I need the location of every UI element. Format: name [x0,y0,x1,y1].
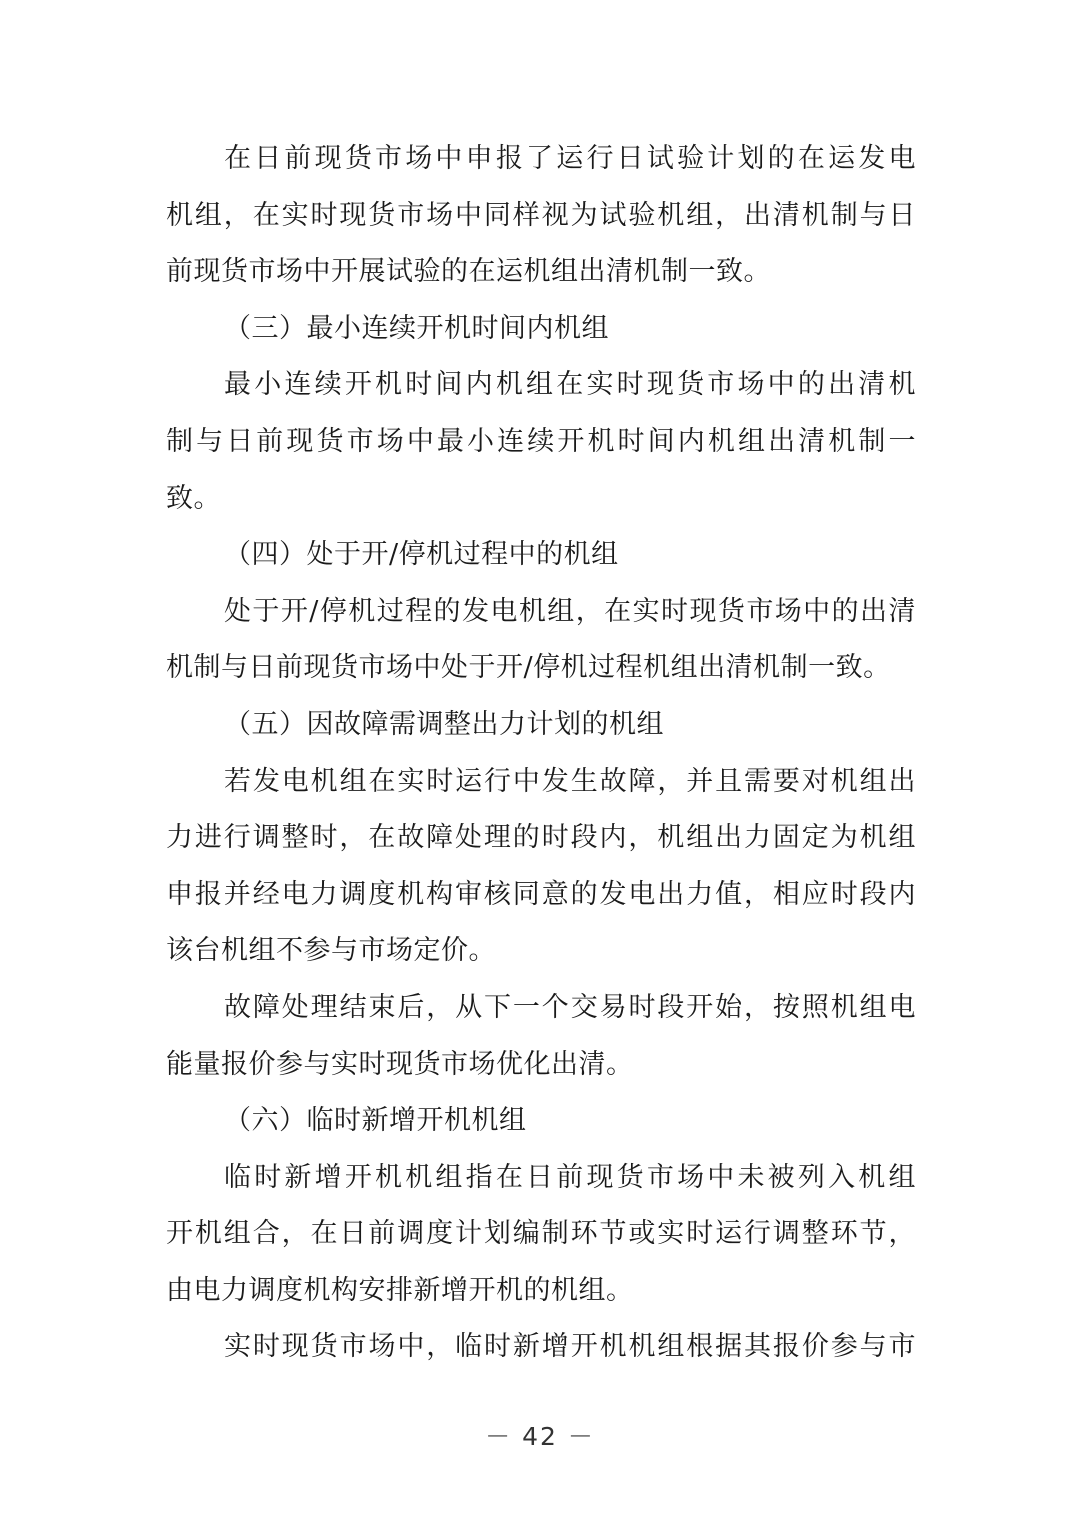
paragraph-line: 力进行调整时，在故障处理的时段内，机组出力固定为机组 [166,822,916,854]
paragraph-line: 临时新增开机机组指在日前现货市场中未被列入机组 [224,1161,916,1193]
page-number: － 42 － [485,1422,595,1451]
paragraph-line: 申报并经电力调度机构审核同意的发电出力值，相应时段内 [166,878,916,910]
section-heading: （六）临时新增开机机组 [224,1105,527,1137]
paragraph-line: 在日前现货市场中申报了运行日试验计划的在运发电 [224,143,916,174]
paragraph-line: 若发电机组在实时运行中发生故障，并且需要对机组出 [224,765,916,797]
paragraph-line: 前现货市场中开展试验的在运机组出清机制一致。 [166,256,771,288]
document-body [166,131,916,1376]
paragraph-line: 制与日前现货市场中最小连续开机时间内机组出清机制一 [166,425,916,457]
paragraph-line: 机组，在实时现货市场中同样视为试验机组，出清机制与日 [166,199,916,231]
section-heading: （四）处于开/停机过程中的机组 [224,539,619,571]
paragraph-line: 处于开/停机过程的发电机组，在实时现货市场中的出清 [224,595,916,627]
paragraph-line: 机制与日前现货市场中处于开/停机过程机组出清机制一致。 [166,652,891,684]
paragraph-line: 致。 [166,482,221,514]
paragraph-line: 最小连续开机时间内机组在实时现货市场中的出清机 [224,369,916,401]
section-heading: （五）因故障需调整出力计划的机组 [224,708,664,740]
paragraph-line: 能量报价参与实时现货市场优化出清。 [166,1048,634,1080]
paragraph-line: 故障处理结束后，从下一个交易时段开始，按照机组电 [224,991,916,1023]
paragraph-line: 该台机组不参与市场定价。 [166,935,496,967]
paragraph-line: 实时现货市场中，临时新增开机机组根据其报价参与市 [224,1331,916,1363]
paragraph-line: 开机组合，在日前调度计划编制环节或实时运行调整环节， [166,1218,916,1250]
section-heading: （三）最小连续开机时间内机组 [224,312,609,344]
paragraph-line: 由电力调度机构安排新增开机的机组。 [166,1274,634,1306]
